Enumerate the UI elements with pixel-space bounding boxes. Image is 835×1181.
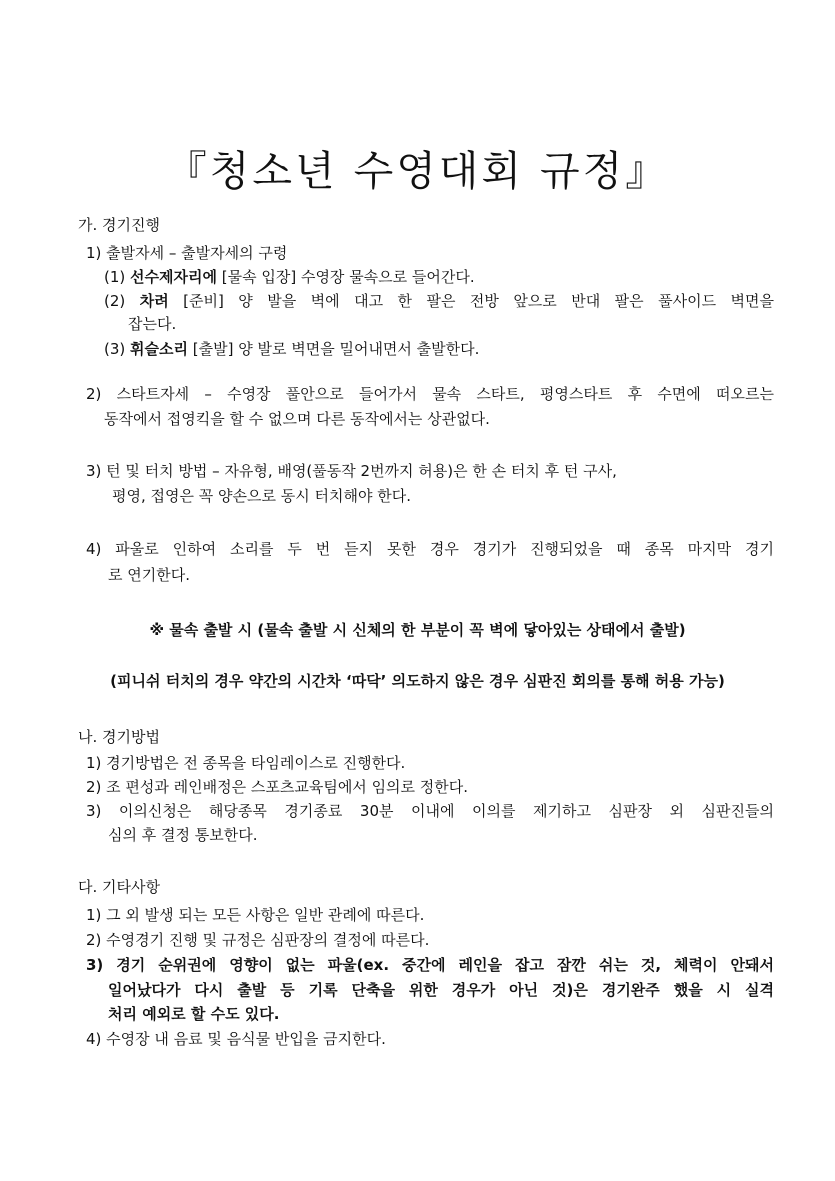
ga-item-2-line-2: 동작에서 접영킥을 할 수 없으며 다른 동작에서는 상관없다. <box>104 410 490 428</box>
na-item-3-line-1: 3) 이의신청은 해당종목 경기종료 30분 이내에 이의를 제기하고 심판장 외 심판진들의 <box>86 802 774 820</box>
ga-item-1-sub-1 <box>104 266 475 288</box>
ga-item-4-line-2: 로 연기한다. <box>108 566 190 584</box>
document-title: 『청소년 수영대회 규정』 <box>165 147 670 195</box>
sub-keyword: 차려 <box>139 292 169 310</box>
ga-item-1: 1) 출발자세 – 출발자세의 구령 <box>86 244 288 262</box>
ga-item-3-line-1: 3) 턴 및 터치 방법 – 자유형, 배영(풀동작 2번까지 허용)은 한 손 터치 후 턴 구사, <box>86 462 617 480</box>
section-heading-na: 나. 경기방법 <box>78 728 160 746</box>
ga-item-1-sub-2-cont: 잡는다. <box>128 315 177 333</box>
sub-text: [준비] 양 발을 벽에 대고 한 팔은 전방 앞으로 반대 팔은 풀사이드 벽면을 <box>168 292 774 310</box>
section-heading-da: 다. 기타사항 <box>78 878 160 896</box>
ga-item-1-sub-3 <box>104 338 479 360</box>
ga-item-2-line-1: 2) 스타트자세 – 수영장 풀안으로 들어가서 물속 스타트, 평영스타트 후 수면에 떠오르는 <box>86 385 774 403</box>
da-item-2: 2) 수영경기 진행 및 규정은 심판장의 결정에 따른다. <box>86 931 430 949</box>
ga-item-3-line-2: 평영, 접영은 꼭 양손으로 동시 터치해야 한다. <box>112 487 411 505</box>
da-item-4: 4) 수영장 내 음료 및 음식물 반입을 금지한다. <box>86 1030 386 1048</box>
da-item-1: 1) 그 외 발생 되는 모든 사항은 일반 관례에 따른다. <box>86 906 425 924</box>
note-underwater-start: ※ 물속 출발 시 (물속 출발 시 신체의 한 부분이 꼭 벽에 닿아있는 상태에서 출발) <box>149 621 686 639</box>
ga-item-1-sub-2 <box>104 290 774 312</box>
sub-text: [물속 입장] 수영장 물속으로 들어간다. <box>216 268 475 286</box>
na-item-1: 1) 경기방법은 전 종목을 타임레이스로 진행한다. <box>86 754 406 772</box>
sub-number: (1) <box>104 268 126 286</box>
sub-text: [출발] 양 발로 벽면을 밀어내면서 출발한다. <box>188 340 480 358</box>
na-item-3-line-2: 심의 후 결정 통보한다. <box>108 826 258 844</box>
sub-number: (3) <box>104 340 126 358</box>
da-item-3-line-2: 일어났다가 다시 출발 등 기록 단축을 위한 경우가 아닌 것)은 경기완주 했을 시 실격 <box>108 981 774 999</box>
sub-keyword: 휘슬소리 <box>130 340 188 358</box>
na-item-2: 2) 조 편성과 레인배정은 스포츠교육팀에서 임의로 정한다. <box>86 778 469 796</box>
ga-item-4-line-1: 4) 파울로 인하여 소리를 두 번 듣지 못한 경우 경기가 진행되었을 때 종목 마지막 경기 <box>86 540 774 558</box>
sub-number: (2) <box>104 292 126 310</box>
sub-keyword: 선수제자리에 <box>130 268 217 286</box>
note-finish-touch: (피니쉬 터치의 경우 약간의 시간차 ‘따닥’ 의도하지 않은 경우 심판진 회의를 통해 허용 가능) <box>110 672 725 690</box>
section-heading-ga: 가. 경기진행 <box>78 216 160 234</box>
da-item-3-line-1: 3) 경기 순위권에 영향이 없는 파울(ex. 중간에 레인을 잡고 잠깐 쉬는 것, 체력이 안돼서 <box>86 956 774 974</box>
da-item-3-line-3: 처리 예외로 할 수도 있다. <box>108 1005 280 1023</box>
